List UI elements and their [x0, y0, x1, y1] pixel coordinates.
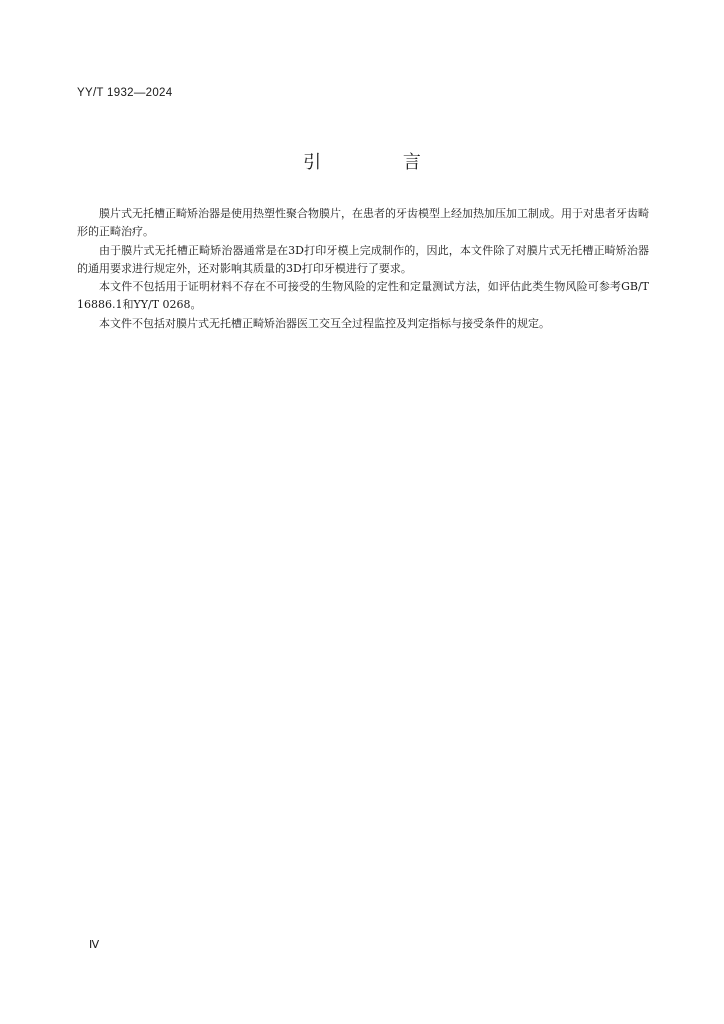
- body-text: [77, 205, 649, 333]
- paragraph-3: 本文件不包括用于证明材料不存在不可接受的生物风险的定性和定量测试方法，如评估此类生物风险可参考GB/T 16886.1和YY/T 0268。: [77, 280, 649, 312]
- paragraph-1: 膜片式无托槽正畸矫治器是使用热塑性聚合物膜片，在患者的牙齿模型上经加热加压加工制成。用于对患者牙齿畸形的正畸治疗。: [77, 207, 649, 239]
- paragraph-2: 由于膜片式无托槽正畸矫治器通常是在3D打印牙模上完成制作的，因此，本文件除了对膜片式无托槽正畸矫治器的通用要求进行规定外，还对影响其质量的3D打印牙模进行了要求。: [77, 243, 649, 275]
- section-title: 引 言: [303, 152, 459, 173]
- standard-number: YY/T 1932—2024: [77, 87, 173, 99]
- page-number: Ⅳ: [89, 939, 100, 951]
- paragraph-4: 本文件不包括对膜片式无托槽正畸矫治器医工交互全过程监控及判定指标与接受条件的规定。: [99, 316, 550, 330]
